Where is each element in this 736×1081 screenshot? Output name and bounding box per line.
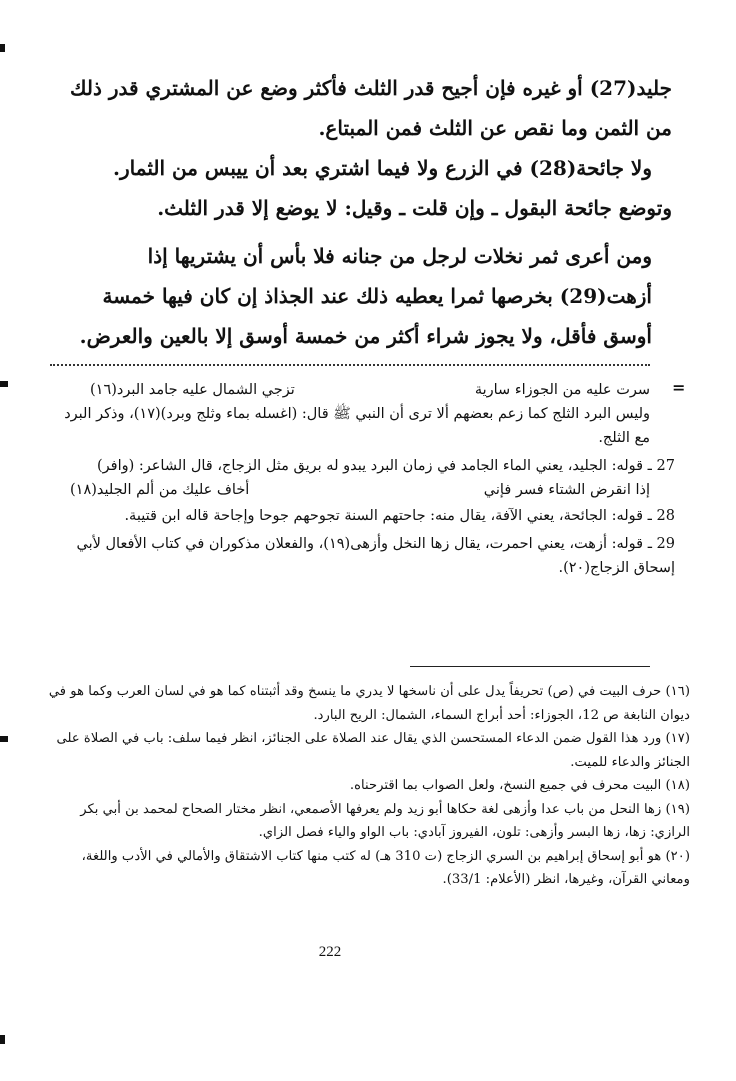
commentary-line-1: وليس البرد الثلج كما زعم بعضهم ألا ترى أن النبي ﷺ قال: (اغسله بماء وثلج وبرد)(١٧)، وذكر البرد مع الثلج. [64,406,650,446]
note-28: 28 ـ قوله: الجائحة، يعني الآفة، يقال منه: جاحتهم السنة تجوحهم جوحا وإجاحة قاله ابن قتيبة. [124,508,675,524]
footnote-rule [410,666,650,667]
verse-a-right: سرت عليه من الجوزاء سارية [474,382,650,398]
page-number: 222 [318,944,342,960]
main-para-2-line-1: ولا جائحة(28) في الزرع ولا فيما اشتري بعد أن ييبس من الثمار. [113,156,652,180]
continuation-mark: = [672,378,686,397]
note-27: 27 ـ قوله: الجليد، يعني الماء الجامد في زمان البرد يبدو له بريق مثل الزجاج، قال الشاعر: (وافر) [97,458,675,474]
footnotes [40,680,690,892]
footnote-17: (١٧) ورد هذا القول ضمن الدعاء المستحسن الذي يقال عند الصلاة على الجنائز، انظر فيما سلف: باب في الصلاة على الجنائز والدعاء للميت. [56,731,690,770]
commentary [50,378,675,580]
verse-b [50,478,675,502]
margin-mark [0,1035,5,1044]
margin-mark [0,44,5,52]
verse-b-left: أخاف عليك من ألم الجليد(١٨) [70,482,250,498]
note-29: 29 ـ قوله: أزهت، يعني احمرت، يقال زها النخل وأزهى(١٩)، والفعلان مذكوران في كتاب الأفعال لأبي إسحاق الزجاج(٢٠). [76,536,675,576]
footnote-20: (٢٠) هو أبو إسحاق إبراهيم بن السري الزجاج (ت 310 هـ) له كتب منها كتاب الاشتقاق والأمالي في الأدب واللغة، ومعاني القرآن، وغيرها، انظر (الأعلام: 33/1). [81,848,690,887]
margin-mark [0,381,8,387]
verse-a [50,378,675,402]
main-para-3: ومن أعرى ثمر نخلات لرجل من جنانه فلا بأس أن يشتريها إذا أزهت(29) بخرصها ثمرا يعطيه ذلك عند الجذاذ إن كان فيها خمسة أوسق فأقل، ولا يجوز شراء أكثر من خمسة أوسق إلا بالعين والعرض. [79,244,652,348]
main-para-2-line-2: وتوضع جائحة البقول ـ وإن قلت ـ وقيل: لا يوضع إلا قدر الثلث. [157,196,672,220]
verse-a-left: تزجي الشمال عليه جامد البرد(١٦) [90,382,295,398]
footnote-16: (١٦) حرف البيت في (ص) تحريفاً يدل على أن ناسخها لا يدري ما ينسخ وقد أثبتناه كما هو في لسان العرب وكما هو في ديوان النابغة ص 12، الجوزاء: أحد أبراج السماء، الشمال: الريح البارد. [48,684,690,723]
main-para-1: جليد(27) أو غيره فإن أجيح قدر الثلث فأكثر وضع عن المشتري قدر ذلك من الثمن وما نقص عن الثلث فمن المبتاع. [70,76,672,140]
verse-b-right: إذا انقرض الشتاء فسر فإني [483,482,650,498]
margin-mark [0,736,8,742]
footnote-19: (١٩) زها النحل من باب عدا وأزهى لغة حكاها أبو زيد ولم يعرفها الأصمعي، انظر مختار الصحاح لمحمد بن أبي بكر الرازي: زها، زها البسر وأزهى: تلون، الفيروز آبادي: باب الواو والياء فصل الزاي. [80,801,690,840]
main-text [52,68,672,356]
dotted-separator [50,364,650,372]
footnote-18: (١٨) البيت محرف في جميع النسخ، ولعل الصواب بما اقترحناه. [349,778,690,793]
